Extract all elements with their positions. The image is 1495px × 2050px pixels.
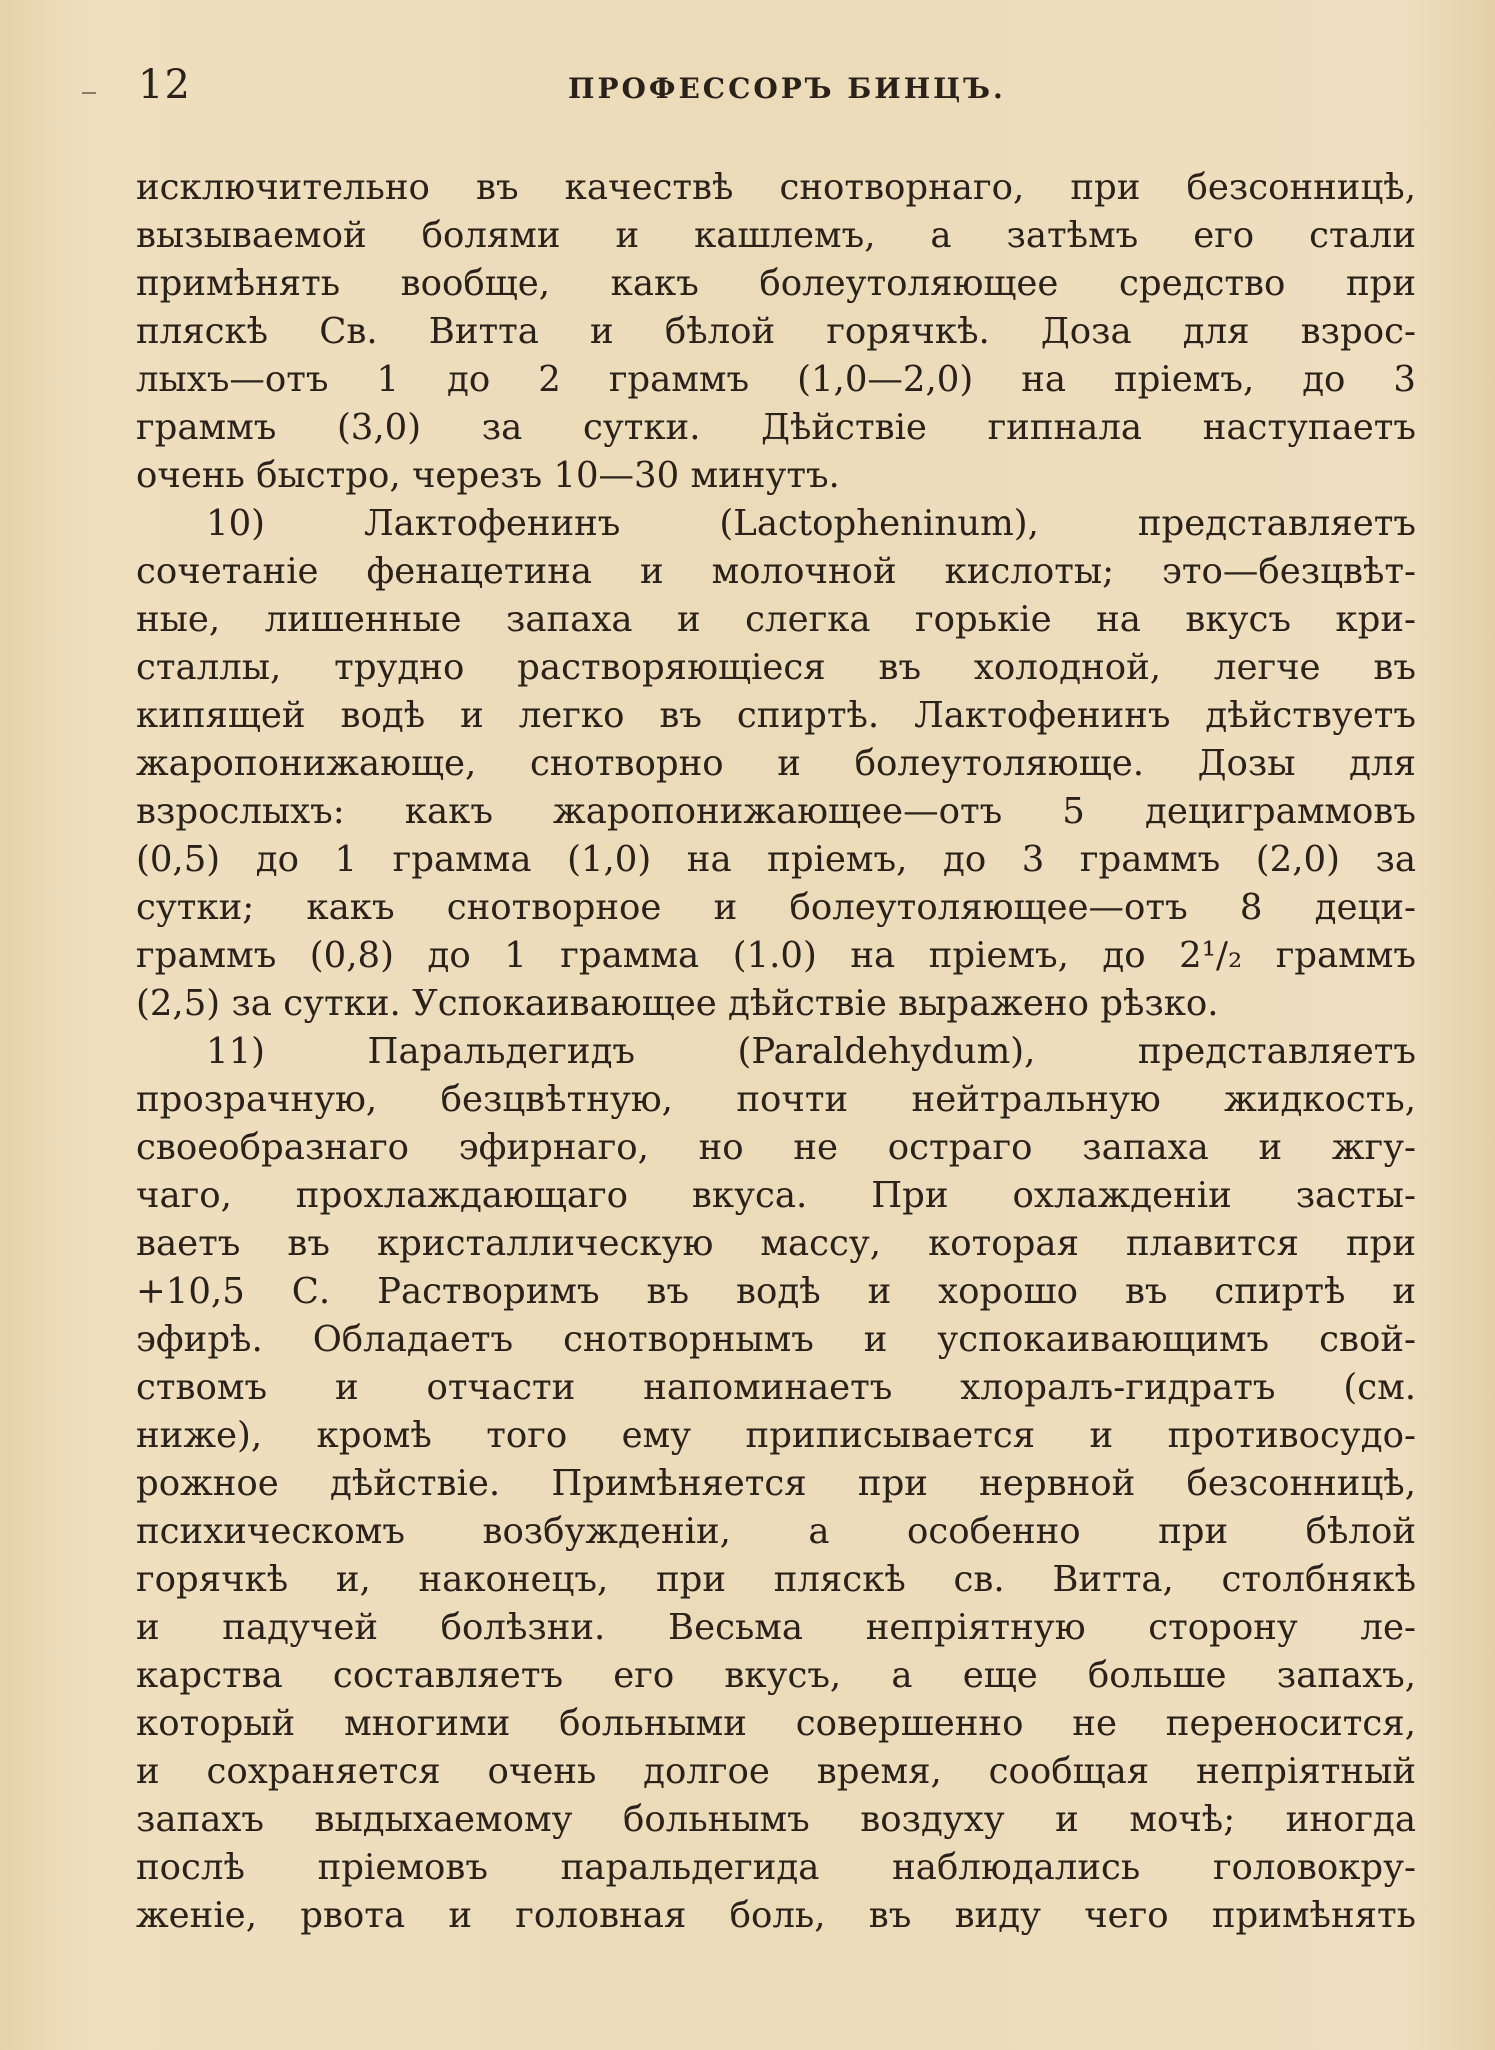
page-header bbox=[138, 62, 1418, 122]
paragraph-end-line: (2,5) за сутки. Успокаивающее дѣйствіе выражено рѣзко. bbox=[136, 983, 1219, 1024]
text-line: горячкѣ и, наконецъ, при пляскѣ св. Витта, столбнякѣ bbox=[136, 1559, 1416, 1600]
text-line: сочетаніе фенацетина и молочной кислоты; это—безцвѣт- bbox=[136, 551, 1416, 592]
text-line: вызываемой болями и кашлемъ, а затѣмъ его стали bbox=[136, 215, 1416, 256]
text-line: ниже), кромѣ того ему приписывается и противосудо- bbox=[136, 1415, 1416, 1456]
paragraph-end-line: очень быстро, черезъ 10—30 минутъ. bbox=[136, 455, 840, 496]
text-line: ствомъ и отчасти напоминаетъ хлоралъ-гидратъ (см. bbox=[136, 1367, 1416, 1408]
text-line: ные, лишенные запаха и слегка горькіе на вкусъ кри- bbox=[136, 599, 1416, 640]
text-line: психическомъ возбужденіи, а особенно при бѣлой bbox=[136, 1511, 1416, 1552]
text-line: и падучей болѣзни. Весьма непріятную сторону ле- bbox=[136, 1607, 1416, 1648]
text-line: и сохраняется очень долгое время, сообщая непріятный bbox=[136, 1751, 1416, 1792]
body-text bbox=[136, 164, 1416, 1940]
text-line: своеобразнаго эфирнаго, но не остраго запаха и жгу- bbox=[136, 1127, 1416, 1168]
paragraph-start-line: 11) Паральдегидъ (Paraldehydum), представляетъ bbox=[206, 1031, 1416, 1072]
text-line: пляскѣ Св. Витта и бѣлой горячкѣ. Доза для взрос- bbox=[136, 311, 1416, 352]
text-line: жаропонижающе, снотворно и болеутоляюще. Дозы для bbox=[136, 743, 1416, 784]
text-line: рожное дѣйствіе. Примѣняется при нервной безсонницѣ, bbox=[136, 1463, 1416, 1504]
running-title: ПРОФЕССОРЪ БИНЦЪ. bbox=[568, 72, 1006, 105]
text-line: примѣнять вообще, какъ болеутоляющее средство при bbox=[136, 263, 1416, 304]
text-line: женіе, рвота и головная боль, въ виду чего примѣнять bbox=[136, 1895, 1416, 1936]
text-line: послѣ пріемовъ паральдегида наблюдались головокру- bbox=[136, 1847, 1416, 1888]
text-line: взрослыхъ: какъ жаропонижающее—отъ 5 дециграммовъ bbox=[136, 791, 1416, 832]
text-line: ваетъ въ кристаллическую массу, которая плавится при bbox=[136, 1223, 1416, 1264]
text-line: сутки; какъ снотворное и болеутоляющее—отъ 8 деци- bbox=[136, 887, 1416, 928]
text-line: граммъ (3,0) за сутки. Дѣйствіе гипнала наступаетъ bbox=[136, 407, 1416, 448]
paragraph-start-line: 10) Лактофенинъ (Lactopheninum), представляетъ bbox=[206, 503, 1416, 544]
text-line: эфирѣ. Обладаетъ снотворнымъ и успокаивающимъ свой- bbox=[136, 1319, 1416, 1360]
text-line: сталлы, трудно растворяющіеся въ холодной, легче въ bbox=[136, 647, 1416, 688]
text-line: чаго, прохлаждающаго вкуса. При охлажденіи засты- bbox=[136, 1175, 1416, 1216]
text-line: (0,5) до 1 грамма (1,0) на пріемъ, до 3 граммъ (2,0) за bbox=[136, 839, 1416, 880]
text-line: кипящей водѣ и легко въ спиртѣ. Лактофенинъ дѣйствуетъ bbox=[136, 695, 1416, 736]
text-line: запахъ выдыхаемому больнымъ воздуху и мочѣ; иногда bbox=[136, 1799, 1416, 1840]
text-line: который многими больными совершенно не переносится, bbox=[136, 1703, 1416, 1744]
margin-mark bbox=[82, 92, 96, 94]
text-line: карства составляетъ его вкусъ, а еще больше запахъ, bbox=[136, 1655, 1416, 1696]
page-number: 12 bbox=[138, 62, 191, 108]
text-line: граммъ (0,8) до 1 грамма (1.0) на пріемъ, до 2¹/₂ граммъ bbox=[136, 935, 1416, 976]
text-line: прозрачную, безцвѣтную, почти нейтральную жидкость, bbox=[136, 1079, 1416, 1120]
text-line: лыхъ—отъ 1 до 2 граммъ (1,0—2,0) на пріемъ, до 3 bbox=[136, 359, 1416, 400]
text-line: исключительно въ качествѣ снотворнаго, при безсонницѣ, bbox=[136, 167, 1416, 208]
text-line: +10,5 С. Растворимъ въ водѣ и хорошо въ спиртѣ и bbox=[136, 1271, 1416, 1312]
